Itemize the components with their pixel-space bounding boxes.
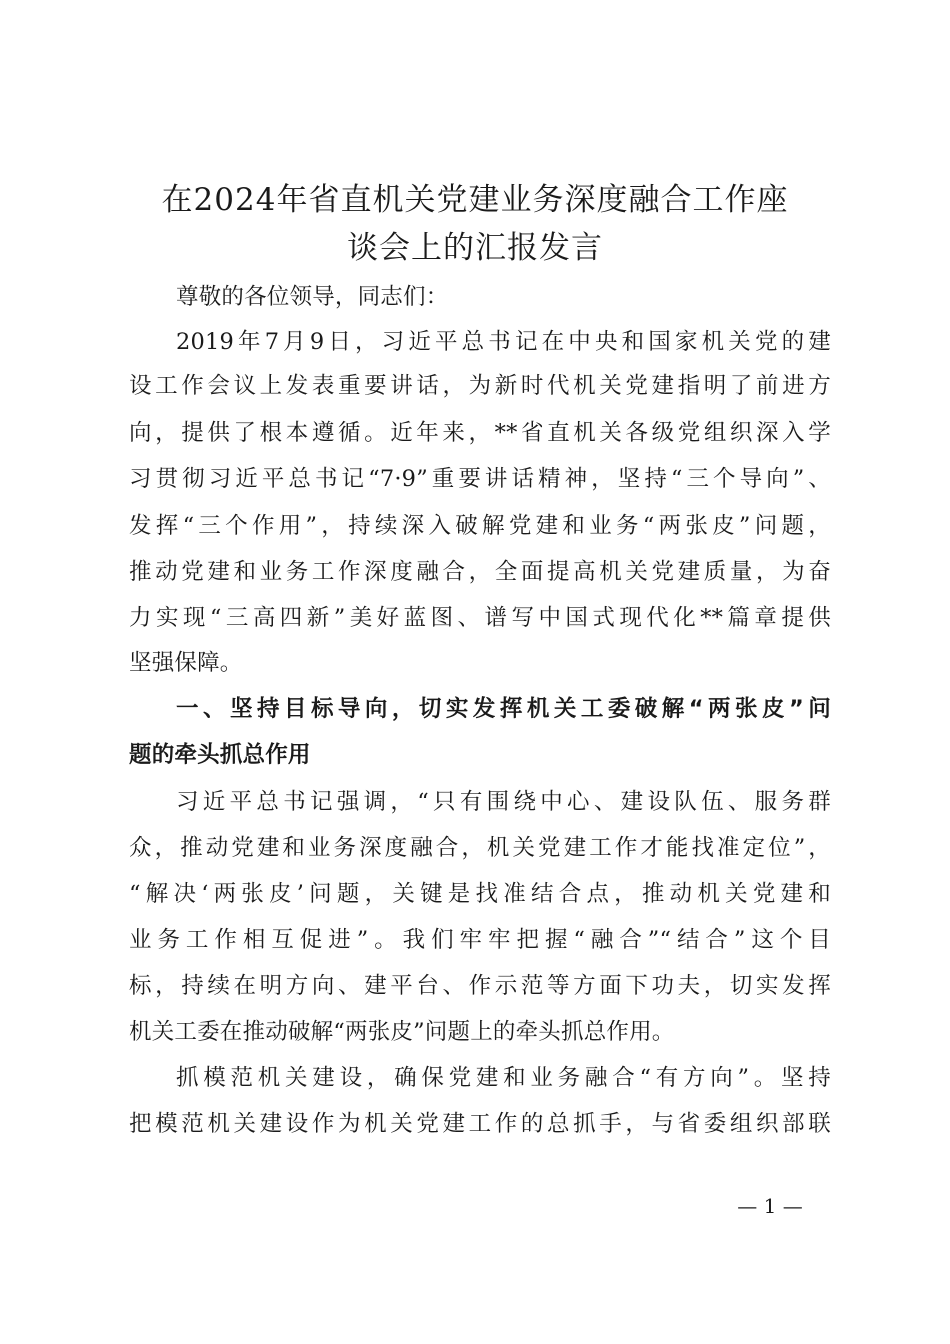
paragraph-1-line: 发挥“三个作用”，持续深入破解党建和业务“两张皮”问题， [129,513,831,539]
paragraph-1-line: 2019年7月9日，习近平总书记在中央和国家机关党的建 [176,329,831,355]
document-title-line-2: 谈会上的汇报发言 [347,230,603,266]
paragraph-3-line: 把模范机关建设作为机关党建工作的总抓手，与省委组织部联 [129,1111,831,1137]
paragraph-1-line: 设工作会议上发表重要讲话，为新时代机关党建指明了前进方 [129,373,831,399]
paragraph-3-line: 抓模范机关建设，确保党建和业务融合“有方向”。坚持 [176,1065,831,1091]
paragraph-2-line: “解决‘两张皮’问题，关键是找准结合点，推动机关党建和 [129,881,831,907]
paragraph-1-line: 推动党建和业务工作深度融合，全面提高机关党建质量，为奋 [129,559,831,585]
salutation: 尊敬的各位领导，同志们： [176,284,449,310]
document-title-line-1: 在2024年省直机关党建业务深度融合工作座 [161,182,789,218]
paragraph-2-line: 习近平总书记强调，“只有围绕中心、建设队伍、服务群 [176,789,831,815]
paragraph-2-line: 标，持续在明方向、建平台、作示范等方面下功夫，切实发挥 [129,973,831,999]
section-heading-line: 题的牵头抓总作用 [129,742,311,768]
paragraph-2-line: 众，推动党建和业务深度融合，机关党建工作才能找准定位”， [129,835,831,861]
paragraph-2-line: 机关工委在推动破解“两张皮”问题上的牵头抓总作用。 [129,1019,675,1045]
paragraph-2-line: 业务工作相互促进”。我们牢牢把握“融合”“结合”这个目 [129,927,831,953]
paragraph-1-line: 坚强保障。 [129,650,243,676]
page-number: — 1 — [737,1194,803,1218]
paragraph-1-line: 力实现“三高四新”美好蓝图、谱写中国式现代化**篇章提供 [129,605,831,631]
section-heading-line: 一、坚持目标导向，切实发挥机关工委破解“两张皮”问 [176,696,831,722]
paragraph-1-line: 向，提供了根本遵循。近年来，**省直机关各级党组织深入学 [129,420,831,446]
paragraph-1-line: 习贯彻习近平总书记“7·9”重要讲话精神，坚持“三个导向”、 [129,466,831,492]
